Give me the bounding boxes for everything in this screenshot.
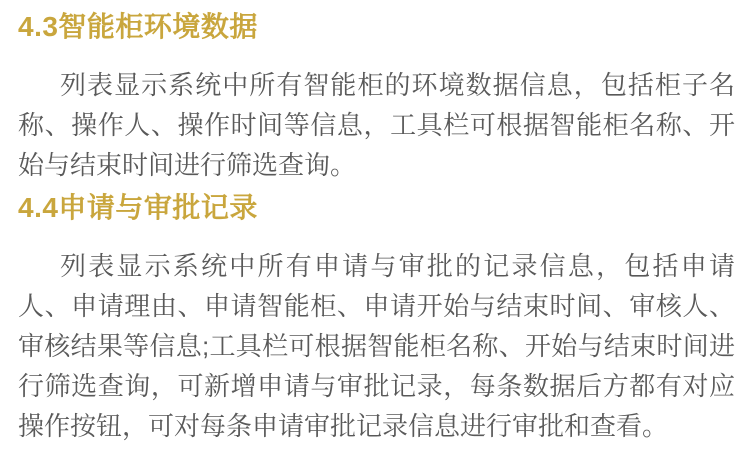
- section-smart-cabinet-env-data: [18, 13, 735, 185]
- section-heading: 4.4申请与审批记录: [18, 192, 258, 223]
- section-heading: 4.3智能柜环境数据: [18, 11, 258, 42]
- section-apply-approval-records: [18, 194, 735, 446]
- section-paragraph: 列表显示系统中所有智能柜的环境数据信息，包括柜子名称、操作人、操作时间等信息，工具栏可根据智能柜名称、开始与结束时间进行筛选查询。: [18, 70, 735, 180]
- section-paragraph: 列表显示系统中所有申请与审批的记录信息，包括申请人、申请理由、申请智能柜、申请开始与结束时间、审核人、审核结果等信息;工具栏可根据智能柜名称、开始与结束时间进行筛选查询，可新增申请与审批记录，每条数据后方都有对应操作按钮，可对每条申请审批记录信息进行审批和查看。: [18, 251, 735, 441]
